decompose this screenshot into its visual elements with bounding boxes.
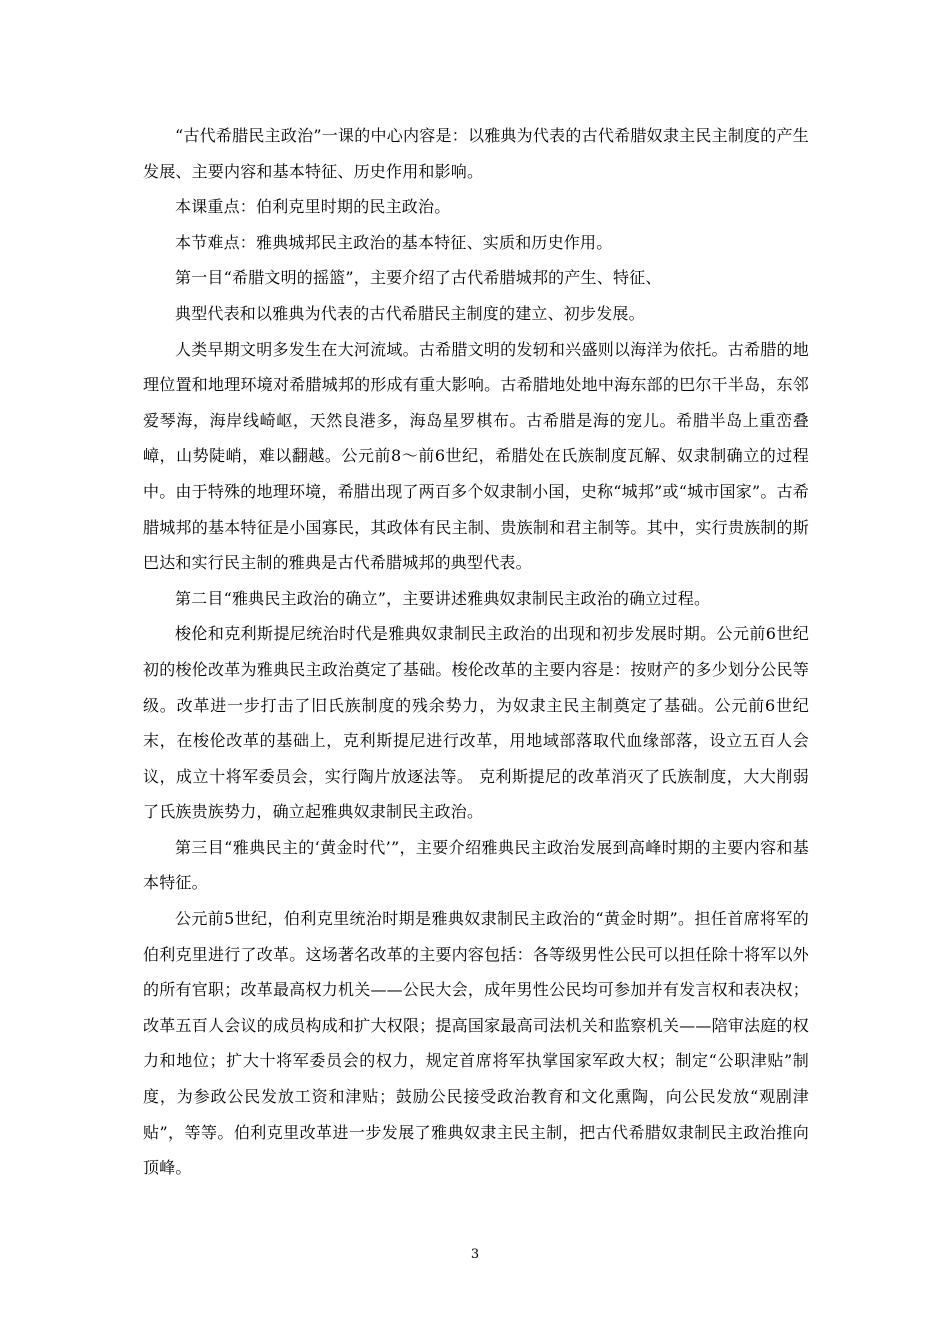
paragraph-pericles: 公元前5世纪，伯利克里统治时期是雅典奴隶制民主政治的“黄金时期”。担任首席将军的伯利克里进行了改革。这场著名改革的主要内容包括：各等级男性公民可以担任除十将军以外的所有官职；改革最高权力机关——公民大会，成年男性公民均可参加并有发言权和表决权；改革五百人会议的成员构成和扩大权限；提高国家最高司法机关和监察机关——陪审法庭的权力和地位；扩大十将军委员会的权力，规定首席将军执掌国家军政大权；制定“公职津贴”制度，为参政公民发放工资和津贴；鼓励公民接受政治教育和文化熏陶，向公民发放“观剧津贴”，等等。伯利克里改革进一步发展了雅典奴隶主民主制，把古代希腊奴隶制民主政治推向顶峰。 — [143, 909, 809, 1178]
paragraph-greek-geography: 人类早期文明多发生在大河流域。古希腊文明的发轫和兴盛则以海洋为依托。古希腊的地理位置和地理环境对希腊城邦的形成有重大影响。古希腊地处地中海东部的巴尔干半岛，东邻爱琴海，海岸线崎岖，天然良港多，海岛星罗棋布。古希腊是海的宠儿。希腊半岛上重峦叠嶂，山势陡峭，难以翻越。公元前8～前6世纪，希腊处在氏族制度瓦解、奴隶制确立的过程中。由于特殊的地理环境，希腊出现了两百多个奴隶制小国，史称“城邦”或“城市国家”。古希腊城邦的基本特征是小国寡民，其政体有民主制、贵族制和君主制等。其中，实行贵族制的斯巴达和实行民主制的雅典是古代希腊城邦的典型代表。 — [143, 339, 809, 573]
document-body — [143, 118, 809, 1186]
paragraph-solon-cleisthenes: 梭伦和克利斯提尼统治时代是雅典奴隶制民主政治的出现和初步发展时期。公元前6世纪初的梭伦改革为雅典民主政治奠定了基础。梭伦改革的主要内容是：按财产的多少划分公民等级。改革进一步打击了旧氏族制度的残余势力，为奴隶主民主制奠定了基础。公元前6世纪末，在梭伦改革的基础上，克利斯提尼进行改革，用地域部落取代血缘部落，设立五百人会议，成立十将军委员会，实行陶片放逐法等。 克利斯提尼的改革消灭了氏族制度，大大削弱了氏族贵族势力，确立起雅典奴隶制民主政治。 — [143, 624, 809, 822]
paragraph-section-three-heading: 第三目“雅典民主的‘黄金时代’”，主要介绍雅典民主政治发展到高峰时期的主要内容和基本特征。 — [143, 837, 809, 893]
paragraph-section-two-heading: 第二目“雅典民主政治的确立”，主要讲述雅典奴隶制民主政治的确立过程。 — [175, 588, 711, 608]
page-number: 3 — [470, 1247, 480, 1262]
paragraph-difficult-point: 本节难点：雅典城邦民主政治的基本特征、实质和历史作用。 — [175, 232, 613, 252]
paragraph-section-one-continued: 典型代表和以雅典为代表的古代希腊民主制度的建立、初步发展。 — [175, 303, 645, 323]
paragraph-section-one-heading: 第一目“希腊文明的摇篮”，主要介绍了古代希腊城邦的产生、特征、 — [175, 268, 662, 288]
paragraph-intro: “古代希腊民主政治”一课的中心内容是：以雅典为代表的古代希腊奴隶主民主制度的产生发展、主要内容和基本特征、历史作用和影响。 — [143, 126, 809, 181]
paragraph-key-point: 本课重点：伯利克里时期的民主政治。 — [175, 197, 451, 217]
